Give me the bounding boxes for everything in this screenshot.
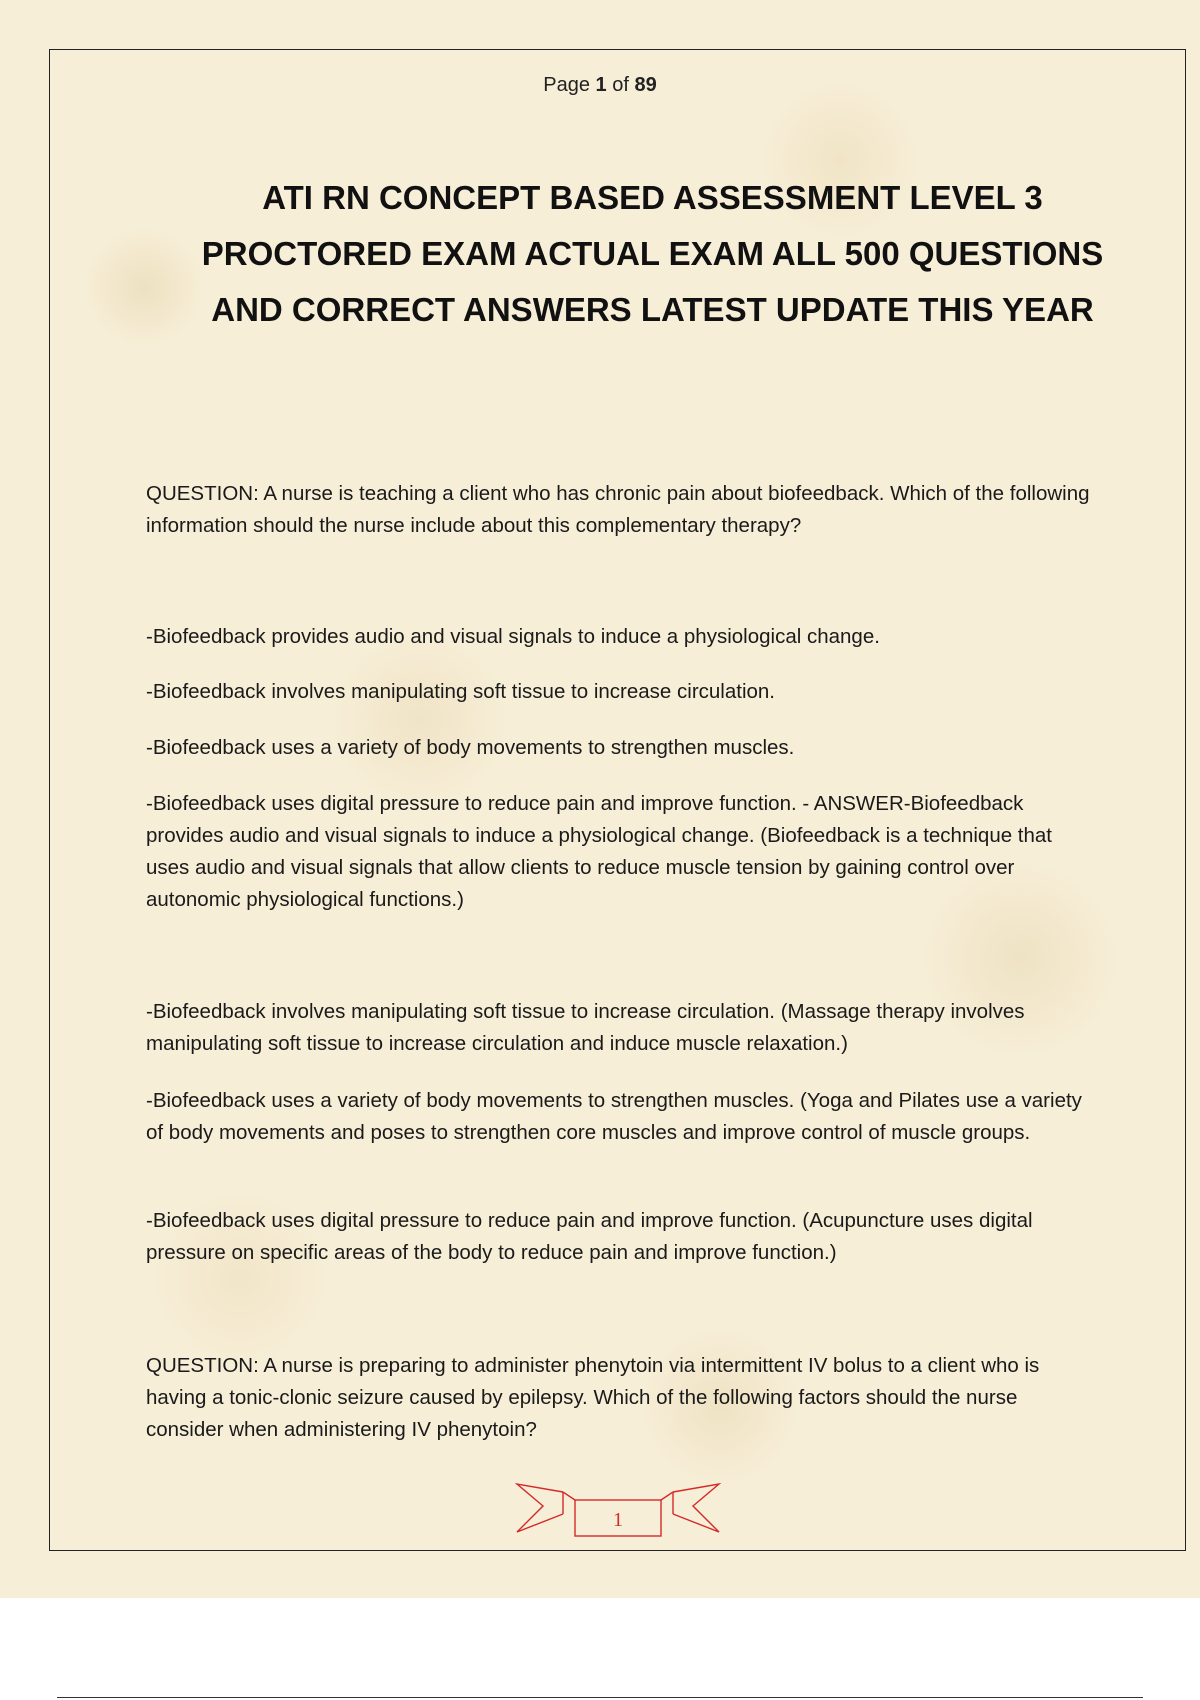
q1-rationale-1 — [146, 996, 1096, 1060]
q1-option-2-text: -Biofeedback involves manipulating soft tissue to increase circulation. — [146, 680, 775, 703]
question-2 — [146, 1350, 1096, 1446]
q1-option-1 — [146, 621, 1096, 653]
page-label: Page — [543, 74, 590, 96]
q1-option-4-answer — [146, 788, 1096, 916]
q1-option-2 — [146, 676, 1096, 708]
q1-rationale-2-text: -Biofeedback uses a variety of body movements to strengthen muscles. (Yoga and Pilates use a variety of body movements and poses to strengthen core muscles and improve control of muscle groups. — [146, 1089, 1082, 1144]
question-1 — [146, 478, 1096, 542]
page-number-ribbon — [515, 1478, 725, 1540]
page-counter — [0, 74, 1200, 97]
q1-option-3 — [146, 732, 1096, 764]
q1-option-1-text: -Biofeedback provides audio and visual signals to induce a physiological change. — [146, 625, 880, 648]
q1-answer-text: -Biofeedback uses digital pressure to reduce pain and improve function. - ANSWER-Biofeedback provides audio and visual signals to induce a physiological change. (Biofeedback is a technique that uses audio and visual signals that allow clients to reduce muscle tension by gaining control over autonomic physiological functions.) — [146, 792, 1053, 911]
ribbon-banner-icon — [515, 1478, 725, 1540]
page-total: 89 — [634, 74, 657, 96]
q1-rationale-1-text: -Biofeedback involves manipulating soft tissue to increase circulation. (Massage therapy involves manipulating soft tissue to increase circulation and induce muscle relaxation.) — [146, 1000, 1025, 1055]
footer-page-number: 1 — [613, 1509, 623, 1531]
q1-rationale-3 — [146, 1205, 1096, 1269]
question-1-text: QUESTION: A nurse is teaching a client who has chronic pain about biofeedback. Which of the following information should the nurse include about this complementary therapy? — [146, 482, 1090, 537]
page-of: of — [612, 74, 629, 96]
footer-rule — [57, 1697, 1143, 1698]
q1-option-3-text: -Biofeedback uses a variety of body movements to strengthen muscles. — [146, 736, 795, 759]
q1-rationale-3-text: -Biofeedback uses digital pressure to reduce pain and improve function. (Acupuncture uses digital pressure on specific areas of the body to reduce pain and improve function.) — [146, 1209, 1033, 1264]
question-2-text: QUESTION: A nurse is preparing to administer phenytoin via intermittent IV bolus to a client who is having a tonic-clonic seizure caused by epilepsy. Which of the following factors should the nurse consider when administering IV phenytoin? — [146, 1354, 1040, 1441]
q1-rationale-2 — [146, 1085, 1096, 1149]
document-title: ATI RN CONCEPT BASED ASSESSMENT LEVEL 3 PROCTORED EXAM ACTUAL EXAM ALL 500 QUESTIONS AND CORRECT ANSWERS LATEST UPDATE THIS YEAR — [201, 179, 1104, 328]
page-current: 1 — [595, 74, 607, 96]
